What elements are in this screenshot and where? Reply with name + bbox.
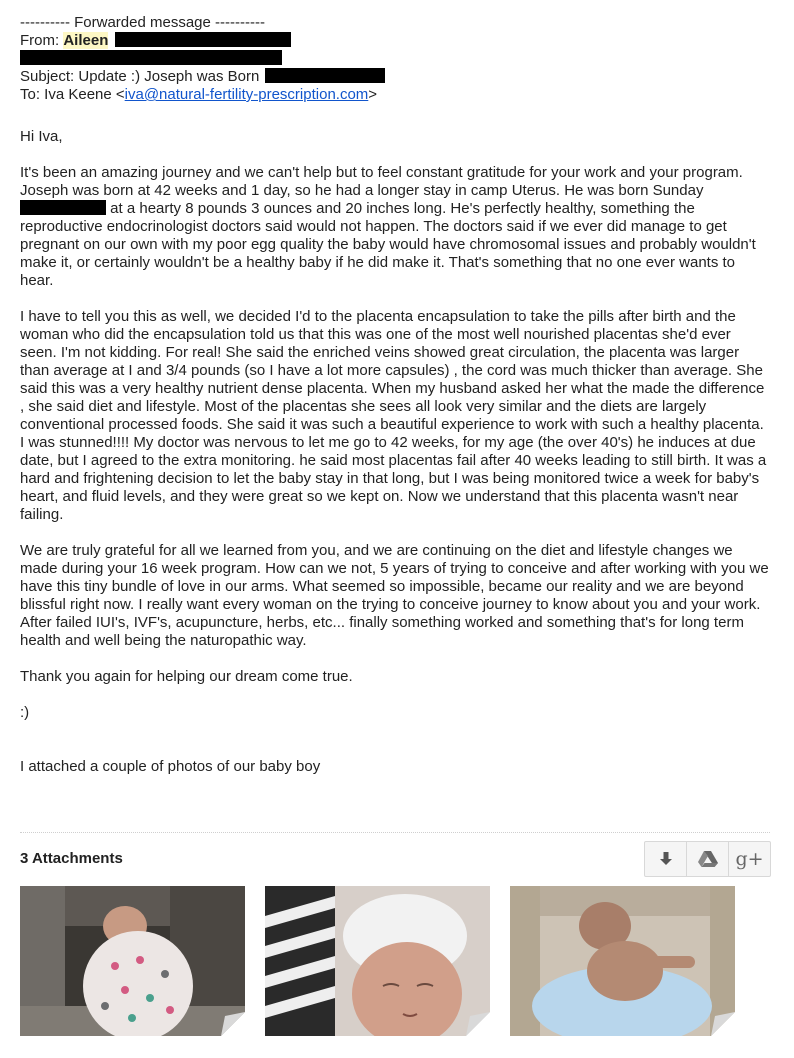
paragraph-4: Thank you again for helping our dream come true. xyxy=(20,668,353,685)
subject-text: Subject: Update :) Joseph was Born xyxy=(20,68,260,85)
email-body xyxy=(20,128,770,776)
redacted-line xyxy=(20,50,770,68)
paragraph-5: :) xyxy=(20,704,30,721)
paragraph-1 xyxy=(20,164,770,290)
share-google-plus-button[interactable] xyxy=(729,842,770,876)
from-line xyxy=(20,32,770,50)
attachment-thumbnail-1[interactable] xyxy=(20,886,245,1036)
baby-photo-2 xyxy=(265,886,490,1036)
to-line xyxy=(20,86,770,104)
download-all-button[interactable] xyxy=(645,842,687,876)
forwarded-line: ---------- Forwarded message ---------- xyxy=(20,14,265,31)
save-to-drive-button[interactable] xyxy=(687,842,729,876)
from-label: From: xyxy=(20,32,64,49)
attachments-toolbar xyxy=(644,841,771,877)
google-plus-icon: g+ xyxy=(735,848,764,870)
drive-icon xyxy=(697,850,719,868)
page-curl-icon xyxy=(466,1012,490,1036)
baby-photo-3 xyxy=(510,886,735,1036)
attachment-thumbnail-2[interactable] xyxy=(265,886,490,1036)
subject-line xyxy=(20,68,770,86)
paragraph-2: I have to tell you this as well, we decided I'd to the placenta encapsulation to take the pills after birth and the woman who did the encapsulation told us that this was one of the most well nourished placentas she'd ever seen. I'm not kidding. For real! She said the enriched veins showed great circulation, the placenta was larger than average at I and 3/4 pounds (so I have a lot more capsules) , the cord was much thicker than average. She said this was a very healthy nutrient dense placenta. When my husband asked her what the made the difference , she said diet and lifestyle. Most of the placentas she sees all look very similar and the diets are largely conventional processed foods. She said it was such a beautiful experience to work with such a healthy placenta. I was stunned!!!! My doctor was nervous to let me go to 42 weeks, for my age (the over 40's) he induces at due date, but I agreed to the extra monitoring. he said most placentas fail after 40 weeks leading to still birth. It was a hard and frightening decision to let the baby stay in that long, but I was being monitored twice a week for baby's heart, and fluid levels, and they were great so we kept on. Now we understand that this placenta wasn't near failing. xyxy=(20,308,767,523)
redaction-bar xyxy=(20,200,106,215)
attachments-heading: 3 Attachments xyxy=(20,850,123,867)
paragraph-3: We are truly grateful for all we learned from you, and we are continuing on the diet and lifestyle changes we made during your 16 week program. How can we not, 5 years of trying to conceive and after working with you we have this tiny bundle of love in our arms. What seemed so impossible, became our reality and we are beyond blissful right now. I really want every woman on the trying to conceive journey to know about you and your work. After failed IUI's, IVF's, acupuncture, herbs, etc... finally something worked and something that's for long term health and well being the naturopathic way. xyxy=(20,542,769,649)
page-curl-icon xyxy=(221,1012,245,1036)
redaction-bar xyxy=(20,50,282,65)
redaction-bar xyxy=(115,32,291,47)
paragraph-6: I attached a couple of photos of our baby boy xyxy=(20,758,321,775)
paragraph-1-part-b: at a hearty 8 pounds 3 ounces and 20 inches long. He's perfectly healthy, something the reproductive endocrinologist doctors said would not happen. The doctors said if we ever did manage to get pregnant on our own with my poor egg quality the baby would have chromosomal issues and probably wouldn't make it, or certainly wouldn't be a healthy baby if he did make it. That's something that no one ever wants to hear. xyxy=(20,200,756,289)
recipient-email-link[interactable]: iva@natural-fertility-prescription.com xyxy=(124,86,369,103)
page-curl-icon xyxy=(711,1012,735,1036)
sender-name[interactable]: Aileen xyxy=(63,32,109,49)
email-message xyxy=(20,14,770,794)
greeting: Hi Iva, xyxy=(20,128,63,145)
attachments-divider xyxy=(20,832,770,833)
paragraph-1-part-a: It's been an amazing journey and we can't help but to feel constant gratitude for your work and your program. Joseph was born at 42 weeks and 1 day, so he had a longer stay in camp Uterus. He was born Sunday xyxy=(20,164,743,199)
baby-photo-1 xyxy=(20,886,245,1036)
to-prefix: To: Iva Keene < xyxy=(20,86,125,103)
to-suffix: > xyxy=(368,86,378,103)
download-icon xyxy=(659,851,673,867)
redaction-bar xyxy=(265,68,385,83)
attachment-thumbnail-3[interactable] xyxy=(510,886,735,1036)
